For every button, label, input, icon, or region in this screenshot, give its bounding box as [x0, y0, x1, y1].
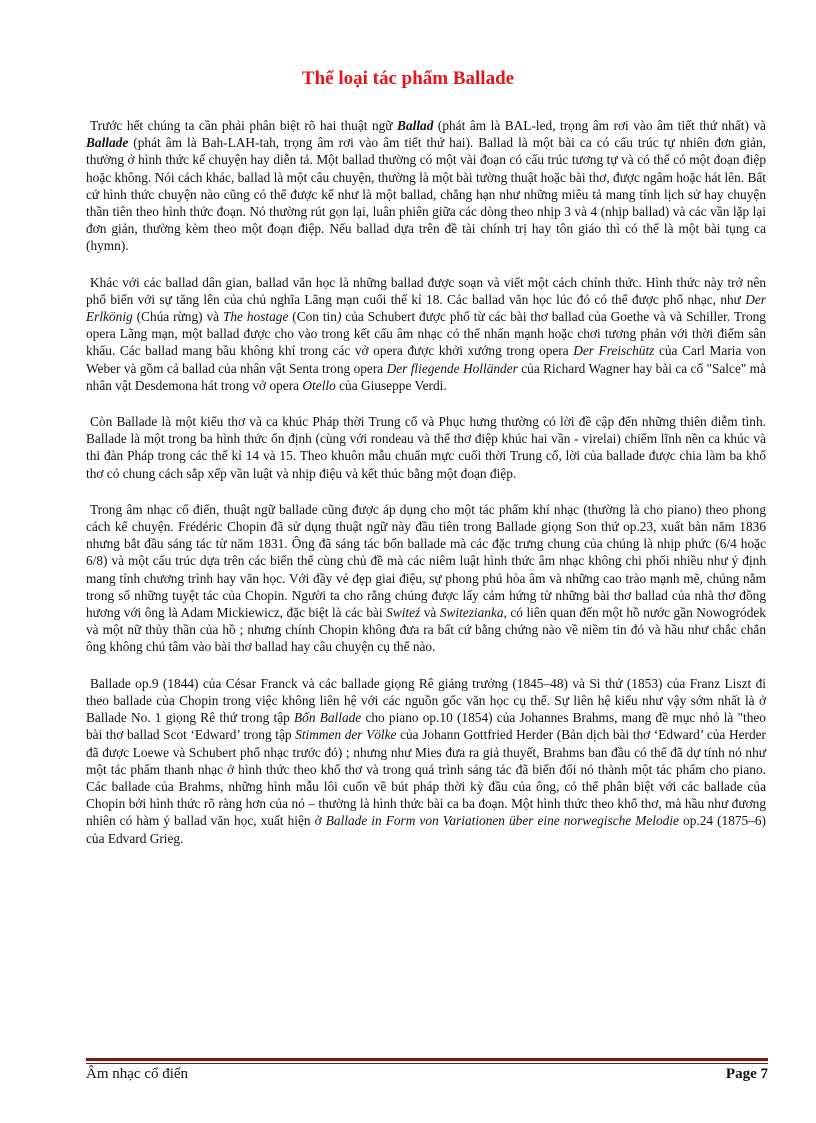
- italic-title: Der Freischütz: [573, 343, 655, 359]
- italic-title: Switeź: [386, 605, 421, 621]
- bold-term: Ballad: [397, 118, 434, 133]
- body-text: [86, 117, 766, 866]
- paragraph-1: Trước hết chúng ta cần phải phân biệt rõ hai thuật ngữ Ballad (phát âm là BAL-led, trọng âm rơi vào âm tiết thứ nhất) và Ballade (phát âm là Bah-LAH-tah, trọng âm rơi vào âm tiết thứ hai). Ballad là một bài ca có cấu trúc tự nhiên đơn giản, thường ở hình thức kể chuyện hay diễn tả. Một ballad thường có một vài đoạn có cấu trúc tương tự và có thể có một đoạn điệp hoặc không. Nói cách khác, ballad là một câu chuyện, thường là một bài tường thuật hoặc bài thơ, được ngâm hoặc hát lên. Bất cứ hình thức chuyện nào cũng có thể được kể như là một ballad, chẳng hạn như những miêu tả mang tính lịch sử hay chuyện thần tiên theo hình thức đoạn. Nó thường rút gọn lại, luân phiên giữa các dòng theo nhịp 3 và 4 (nhịp ballad) và các vần lặp lại đơn giản, thường kèm theo một đoạn điệp. Nếu ballad dựa trên đề tài chính trị hay tôn giáo thì có thể là một bài tụng ca (hymn).: [86, 118, 766, 254]
- italic-title: Der fliegende Holländer: [386, 360, 518, 376]
- italic-title: Bốn Ballade: [294, 710, 362, 726]
- italic-title: Stimmen der Völke: [295, 727, 397, 743]
- paragraph-2: Khác với các ballad dân gian, ballad văn học là những ballad được soạn và viết một cách chính thức. Hình thức này trở nên phổ biến với sự tăng lên của chủ nghĩa Lãng mạn cuối thế kỉ 18. Các ballad văn học lúc đó có thể được phổ nhạc, như Der Erlkönig (Chúa rừng) và The hostage (Con tin) của Schubert được phổ từ các bài thơ ballad của Goethe và và Schiller. Trong opera Lãng mạn, một ballad được cho vào trong kết cấu âm nhạc có thể nhấn mạnh hoặc chơi tương phản với thời điểm sân khấu. Các ballad mang bầu không khí trong các vở opera được khởi xướng trong opera Der Freischütz của Carl Maria von Weber và gồm cả ballad của nhân vật Senta trong opera Der fliegende Holländer của Richard Wagner hay bài ca cổ "Salce" mà nhân vật Desdemona hát trong vở opera Otello của Giuseppe Verdi.: [86, 274, 766, 393]
- italic-title: Der Erlkönig: [86, 291, 766, 325]
- footer-rule-thick: [86, 1058, 768, 1061]
- italic-title: Otello: [302, 377, 336, 393]
- footer-rule-thin: [86, 1063, 768, 1064]
- italic-title: Ballade in Form von Variationen über eine norwegische Melodie: [325, 813, 679, 829]
- page-title: Thể loại tác phẩm Ballade: [301, 68, 515, 89]
- paragraph-5: Ballade op.9 (1844) của César Franck và các ballade giọng Rê giáng trưởng (1845–48) và Si thứ (1853) của Franz Liszt đi theo ballade của Chopin trong việc không liên hệ với các nguồn gốc văn học cụ thể. Sự liên hệ kiểu như vậy sớm nhất là ở Ballade No. 1 giọng Rê thứ trong tập Bốn Ballade cho piano op.10 (1854) của Johannes Brahms, mang đề mục nhỏ là "theo bài thơ ballad Scot ‘Edward’ trong tập Stimmen der Völke của Johann Gottfried Herder (Bản dịch bài thơ ‘Edward’ của Herder đã được Loewe và Schubert phổ nhạc trước đó) ; nhưng như Mies đưa ra giả thuyết, Brahms ban đầu có thể đã dự tính nó như một tác phẩm thanh nhạc ở hình thức theo khổ thơ và trong quá trình sáng tác đã biến đổi nó thành một tác phẩm cho piano. Các ballade của Brahms, những hình mẫu lôi cuốn về bút pháp thời kỳ đầu của ông, có thể phân biệt với các ballade của Chopin bởi hình thức rõ ràng hơn của nó – thường là hình thức bài ca ba đoạn. Một hình thức theo khổ thơ, mà hầu như đương nhiên có hàm ý ballad văn học, xuất hiện ở Ballade in Form von Variationen über eine norwegische Melodie op.24 (1875–6) của Edvard Grieg.: [86, 675, 767, 846]
- page-footer: [86, 1066, 768, 1083]
- bold-term: Ballade: [86, 135, 129, 151]
- page-number: Page 7: [725, 1066, 768, 1082]
- italic-title: ): [336, 309, 342, 325]
- paragraph-3: Còn Ballade là một kiểu thơ và ca khúc Pháp thời Trung cổ và Phục hưng thường có lời đề cập đến những thiên diễm tình. Ballade là một trong ba hình thức ổn định (cùng với rondeau và thể thơ điệp khúc hai vần - virelai) chiếm lĩnh nền ca khúc và thi đàn Pháp trong các thế kỉ 14 và 15. Theo khuôn mẫu chuẩn mực cuối thời Trung cổ, lời của ballade được chia làm ba khổ thơ có chung cách sắp xếp vần luật và nhịp điệu và kết thúc bằng một đoạn điệp.: [86, 414, 766, 481]
- paragraph-4: Trong âm nhạc cổ điển, thuật ngữ ballade cũng được áp dụng cho một tác phẩm khí nhạc (thường là cho piano) theo phong cách kể chuyện. Frédéric Chopin đã sử dụng thuật ngữ này đầu tiên trong Ballade giọng Son thứ op.23, xuất bản năm 1836 nhưng bắt đầu sáng tác từ năm 1831. Ông đã sáng tác bốn ballade mà các đặc trưng chung của chúng là nhịp phức (6/4 hoặc 6/8) và một cấu trúc dựa trên các biến thể cùng chủ đề mà các niêm luật hình thức âm nhạc không chi phối nhiều như ý định mang tính chương trình hay văn học. Với đầy vẻ đẹp giai điệu, sự phong phú hòa âm và những cao trào mạnh mẽ, chúng nằm trong số những tuyệt tác của Chopin. Người ta cho rằng chúng được lấy cảm hứng từ những bài thơ ballad của nhà thơ đồng hương với ông là Adam Mickiewicz, đặc biệt là các bài Switeź và Switezianka, có liên quan đến một hồ nước gần Nowogródek và một nữ thủy thần của hồ ; nhưng chính Chopin không đưa ra bất cứ bằng chứng nào về niềm tin đó và hầu như chắc chắn ông không chú tâm vào bài thơ ballad hay câu chuyện cụ thể nào.: [86, 501, 766, 655]
- italic-title: The hostage: [222, 309, 289, 325]
- footer-section-title: Âm nhạc cổ điển: [86, 1066, 189, 1082]
- italic-title: Switezianka: [439, 605, 504, 621]
